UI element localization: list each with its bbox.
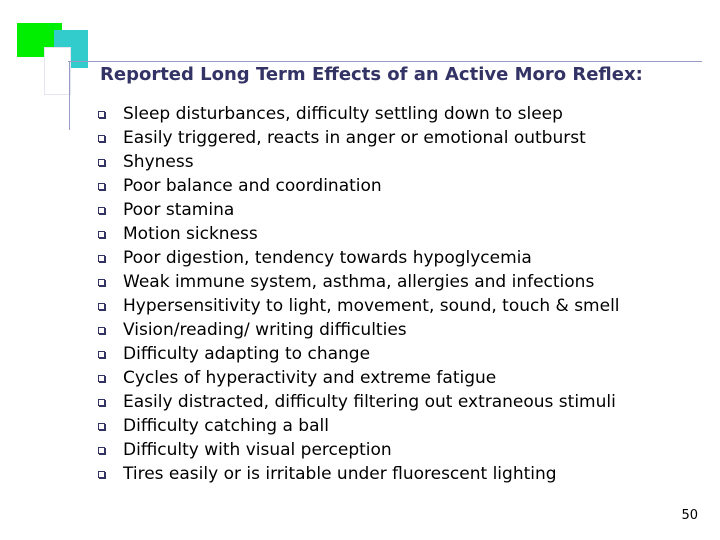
square-bullet-icon xyxy=(98,471,105,478)
white-square-decoration xyxy=(44,47,71,95)
bullet-item xyxy=(96,150,620,174)
bullet-text: Difficulty catching a ball xyxy=(123,416,329,436)
square-bullet-icon xyxy=(98,207,105,214)
bullet-item xyxy=(96,438,620,462)
square-bullet-icon xyxy=(98,279,105,286)
bullet-item xyxy=(96,342,620,366)
bullet-text: Difficulty with visual perception xyxy=(123,440,392,460)
square-bullet-icon xyxy=(98,255,105,262)
bullet-item xyxy=(96,294,620,318)
bullet-item xyxy=(96,222,620,246)
square-bullet-icon xyxy=(98,303,105,310)
square-bullet-icon xyxy=(98,183,105,190)
bullet-item xyxy=(96,390,620,414)
bullet-text: Difficulty adapting to change xyxy=(123,344,371,364)
square-bullet-icon xyxy=(98,375,105,382)
bullet-item xyxy=(96,462,620,486)
bullet-item xyxy=(96,102,620,126)
square-bullet-icon xyxy=(98,423,105,430)
square-bullet-icon xyxy=(98,447,105,454)
bullet-text: Motion sickness xyxy=(123,224,258,244)
square-bullet-icon xyxy=(98,159,105,166)
bullet-item xyxy=(96,414,620,438)
bullet-text: Poor digestion, tendency towards hypoglycemia xyxy=(123,248,532,268)
bullet-text: Poor stamina xyxy=(123,200,235,220)
square-bullet-icon xyxy=(98,351,105,358)
bullet-item xyxy=(96,270,620,294)
bullet-text: Poor balance and coordination xyxy=(123,176,382,196)
bullet-item xyxy=(96,174,620,198)
horizontal-rule xyxy=(68,61,702,62)
bullet-item xyxy=(96,198,620,222)
bullet-item xyxy=(96,318,620,342)
bullet-text: Sleep disturbances, difficulty settling down to sleep xyxy=(123,104,563,124)
square-bullet-icon xyxy=(98,327,105,334)
bullet-text: Vision/reading/ writing difficulties xyxy=(123,320,407,340)
square-bullet-icon xyxy=(98,135,105,142)
square-bullet-icon xyxy=(98,231,105,238)
bullet-item xyxy=(96,126,620,150)
bullet-text: Shyness xyxy=(123,152,194,172)
bullet-text: Weak immune system, asthma, allergies and infections xyxy=(123,272,595,292)
bullet-text: Tires easily or is irritable under fluorescent lighting xyxy=(123,464,557,484)
square-bullet-icon xyxy=(98,111,105,118)
bullet-item xyxy=(96,366,620,390)
bullet-item xyxy=(96,246,620,270)
bullet-text: Hypersensitivity to light, movement, sound, touch & smell xyxy=(123,296,620,316)
vertical-rule xyxy=(69,61,70,130)
bullet-text: Cycles of hyperactivity and extreme fatigue xyxy=(123,368,497,388)
bullet-list xyxy=(96,102,620,486)
slide-title: Reported Long Term Effects of an Active Moro Reflex: xyxy=(100,64,643,85)
bullet-text: Easily triggered, reacts in anger or emotional outburst xyxy=(123,128,586,148)
square-bullet-icon xyxy=(98,399,105,406)
page-number: 50 xyxy=(681,508,698,523)
bullet-text: Easily distracted, difficulty filtering out extraneous stimuli xyxy=(123,392,616,412)
